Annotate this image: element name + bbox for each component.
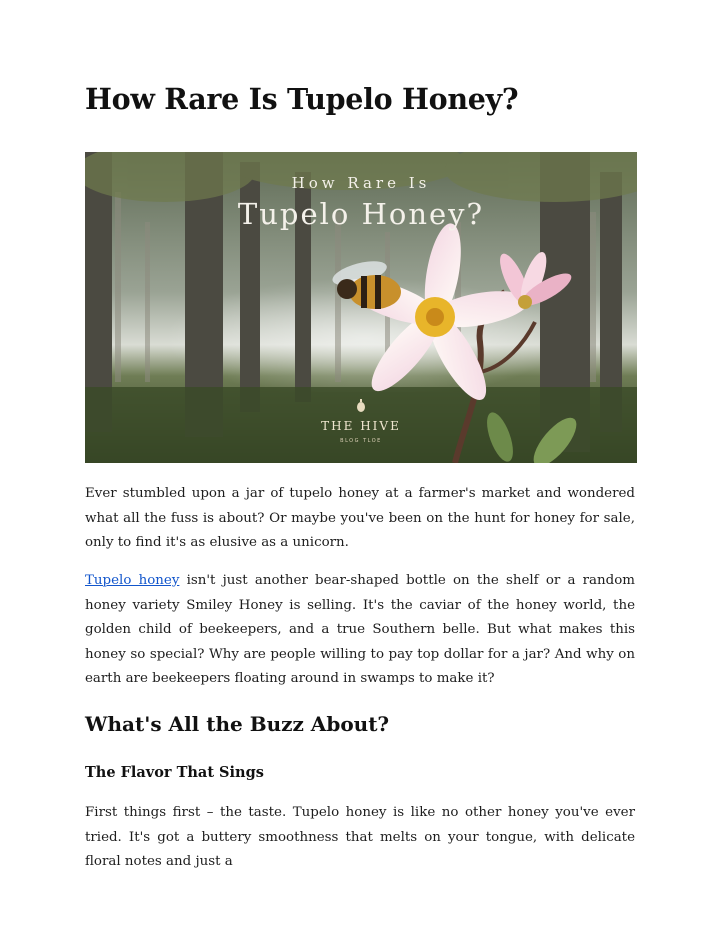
second-paragraph-text: isn't just another bear-shaped bottle on the shelf or a random honey variety Smiley Honey is selling. It's the caviar of the honey world, the golden child of beekeepers, and a true Southern belle. But what makes this honey so special? Why are people willing to pay top dollar for a jar? And why on earth are beekeepers floating around in swamps to make it? — [85, 573, 635, 686]
article-title: How Rare Is Tupelo Honey? — [85, 82, 519, 116]
hero-logo-sub: BLOG TLOE — [340, 438, 382, 444]
third-paragraph: First things first – the taste. Tupelo honey is like no other honey you've ever tried. It's got a buttery smoothness that melts on your tongue, with delicate floral notes and just a — [85, 805, 635, 869]
hero-overlay-line2: Tupelo Honey? — [237, 197, 485, 231]
hero-image — [85, 152, 637, 463]
section-heading: What's All the Buzz About? — [85, 712, 390, 736]
tupelo-honey-link[interactable]: Tupelo honey — [85, 573, 180, 588]
hero-overlay-line1: How Rare Is — [291, 174, 431, 192]
intro-paragraph: Ever stumbled upon a jar of tupelo honey at a farmer's market and wondered what all the fuss is about? Or maybe you've been on the hunt for honey for sale, only to find it's as elusive as a unicorn. — [85, 486, 635, 550]
hero-logo-name: THE HIVE — [321, 419, 401, 433]
subsection-heading: The Flavor That Sings — [85, 764, 264, 781]
second-paragraph — [85, 569, 635, 692]
